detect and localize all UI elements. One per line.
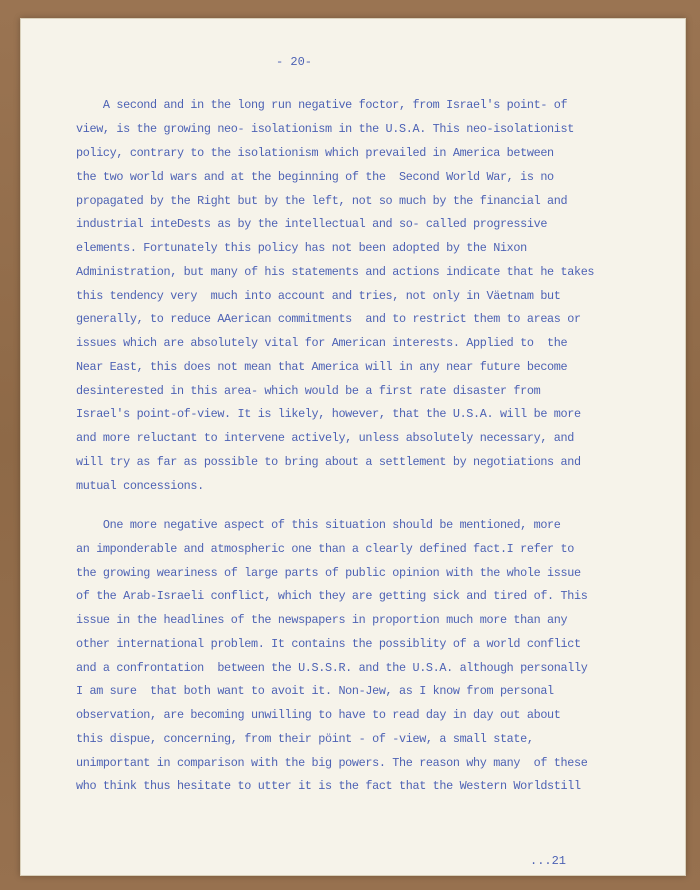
- text-line: mutual concessions.: [76, 479, 204, 493]
- text-line: and more reluctant to intervene actively, unless absolutely necessary, and: [76, 431, 574, 445]
- text-line: other international problem. It contains the possiblity of a world conflict: [76, 637, 581, 651]
- text-line: unimportant in comparison with the big powers. The reason why many of these: [76, 756, 588, 770]
- text-line: issues which are absolutely vital for American interests. Applied to the: [76, 336, 568, 350]
- text-line: propagated by the Right but by the left, not so much by the financial and: [76, 194, 568, 208]
- text-line: who think thus hesitate to utter it is the fact that the Western Worldstill: [76, 779, 581, 793]
- text-line: and a confrontation between the U.S.S.R. and the U.S.A. although personally: [76, 661, 588, 675]
- text-line: this tendency very much into account and tries, not only in Väetnam but: [76, 289, 561, 303]
- text-line: generally, to reduce AAerican commitments and to restrict them to areas or: [76, 312, 581, 326]
- page-number: - 20-: [276, 55, 313, 69]
- typewritten-sheet: [20, 18, 686, 876]
- text-line: the two world wars and at the beginning of the Second World War, is no: [76, 170, 554, 184]
- text-line: view, is the growing neo- isolationism in the U.S.A. This neo-isolationist: [76, 122, 574, 136]
- text-line: Near East, this does not mean that America will in any near future become: [76, 360, 568, 374]
- text-line: desinterested in this area- which would be a first rate disaster from: [76, 384, 541, 398]
- text-line: observation, are becoming unwilling to have to read day in day out about: [76, 708, 561, 722]
- text-line: this dispue, concerning, from their pöint - of -view, a small state,: [76, 732, 534, 746]
- text-line: of the Arab-Israeli conflict, which they are getting sick and tired of. This: [76, 589, 588, 603]
- text-line: issue in the headlines of the newspapers in proportion much more than any: [76, 613, 568, 627]
- text-line: the growing weariness of large parts of public opinion with the whole issue: [76, 566, 581, 580]
- text-line: will try as far as possible to bring about a settlement by negotiations and: [76, 455, 581, 469]
- text-line: Israel's point-of-view. It is likely, however, that the U.S.A. will be more: [76, 407, 581, 421]
- text-line: Administration, but many of his statements and actions indicate that he takes: [76, 265, 595, 279]
- text-line: industrial inteDests as by the intellectual and so- called progressive: [76, 217, 548, 231]
- text-line: policy, contrary to the isolationism which prevailed in America between: [76, 146, 554, 160]
- text-line: A second and in the long run negative foctor, from Israel's point- of: [76, 98, 568, 112]
- document-body: [20, 18, 686, 793]
- text-line: One more negative aspect of this situation should be mentioned, more: [76, 518, 561, 532]
- text-line: elements. Fortunately this policy has not been adopted by the Nixon: [76, 241, 527, 255]
- continuation-marker: ...21: [530, 854, 567, 868]
- text-line: an imponderable and atmospheric one than a clearly defined fact.I refer to: [76, 542, 574, 556]
- text-line: I am sure that both want to avoit it. Non-Jew, as I know from personal: [76, 684, 554, 698]
